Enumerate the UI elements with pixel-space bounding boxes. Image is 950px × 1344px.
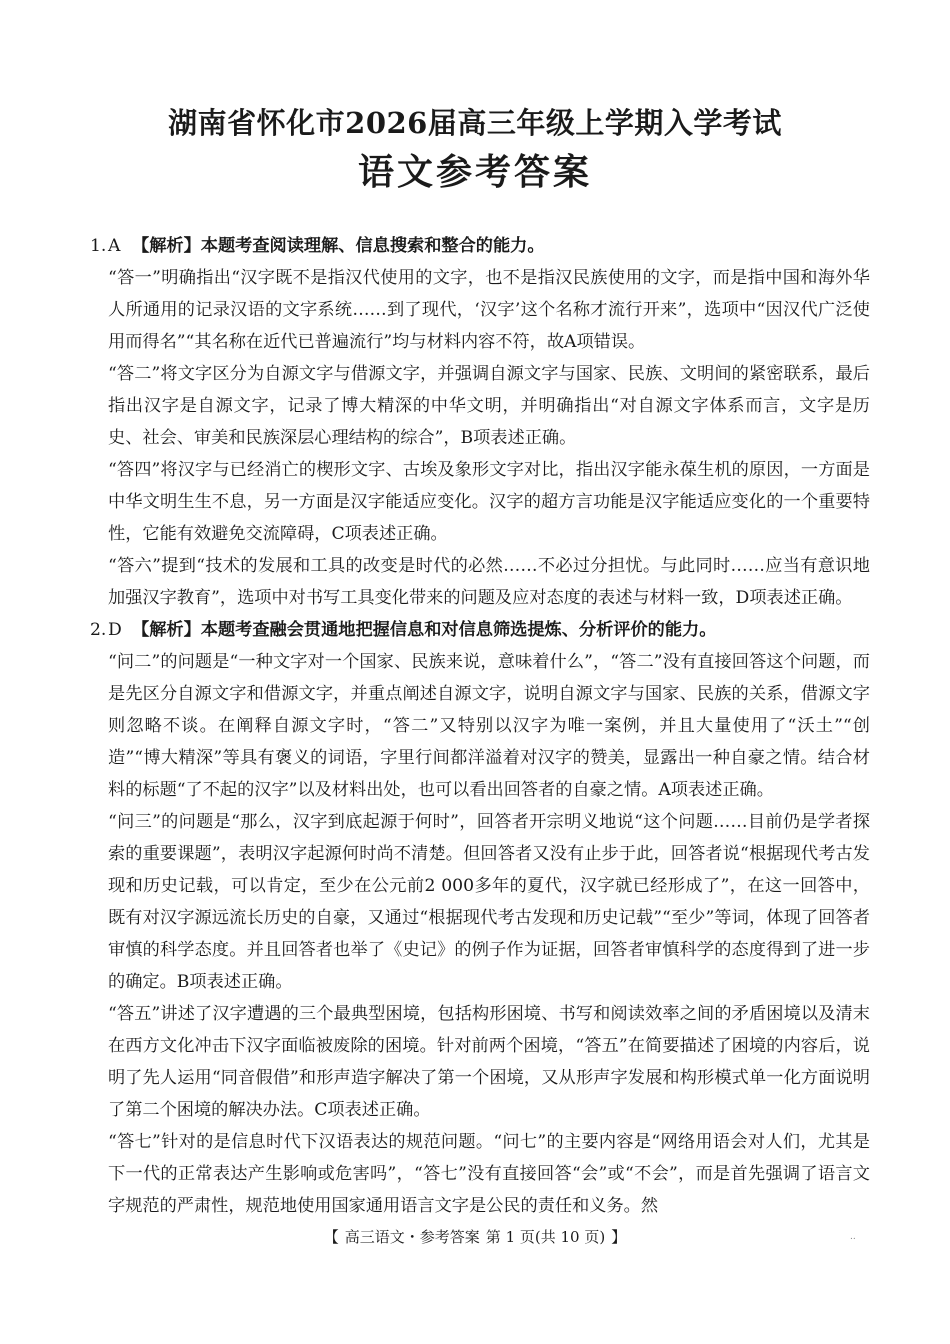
- analysis-paragraph: “答六”提到“技术的发展和工具的改变是时代的必然……不必过分担忧。与此同时……应当有意识地加强汉字教育”，选项中对书写工具变化带来的问题及应对态度的表述与材料一致，D项表述正确。: [108, 556, 870, 608]
- question-header: [90, 230, 870, 262]
- page-footer: [0, 1226, 950, 1248]
- question-answer: A: [108, 236, 121, 256]
- analysis-paragraph: “答七”针对的是信息时代下汉语表达的规范问题。“问七”的主要内容是“网络用语会对人们，尤其是下一代的正常表达产生影响或危害吗”，“答七”没有直接回答“会”或“不会”，而是首先强调了语言文字规范的严肃性，规范地使用国家通用语言文字是公民的责任和义务。然: [108, 1132, 870, 1216]
- analysis-paragraph: “问三”的问题是“那么，汉字到底起源于何时”，回答者开宗明义地说“这个问题……目前仍是学者探索的重要课题”，表明汉字起源何时尚不清楚。但回答者又没有止步于此，回答者说“根据现代考古发现和历史记载，可以肯定，至少在公元前2 000多年的夏代，汉字就已经形成了”，在这一回答中，既有对汉字源远流长历史的自豪，又通过“根据现代考古发现和历史记载”“至少”等词，体现了回答者审慎的科学态度。并且回答者也举了《史记》的例子作为证据，回答者审慎科学的态度得到了进一步的确定。B项表述正确。: [108, 812, 870, 992]
- analysis-paragraph: “答二”将文字区分为自源文字与借源文字，并强调自源文字与国家、民族、文明间的紧密联系，最后指出汉字是自源文字，记录了博大精深的中华文明，并明确指出“对自源文字体系而言，文字是历史、社会、审美和民族深层心理结构的综合”，B项表述正确。: [108, 364, 870, 448]
- analysis-paragraph: “问二”的问题是“一种文字对一个国家、民族来说，意味着什么”，“答二”没有直接回答这个问题，而是先区分自源文字和借源文字，并重点阐述自源文字，说明自源文字与国家、民族的关系，借源文字则忽略不谈。在阐释自源文字时，“答二”又特别以汉字为唯一案例，并且大量使用了“沃土”“创造”“博大精深”等具有褒义的词语，字里行间都洋溢着对汉字的赞美，显露出一种自豪之情。结合材料的标题“了不起的汉字”以及材料出处，也可以看出回答者的自豪之情。A项表述正确。: [108, 652, 870, 800]
- footer-bracket-open: 【: [323, 1228, 339, 1246]
- question-description: 本题考查阅读理解、信息搜索和整合的能力。: [200, 236, 545, 256]
- question-answer: D: [108, 620, 122, 640]
- footer-bracket-close: 】: [611, 1228, 627, 1246]
- question-header: [90, 614, 870, 646]
- analysis-paragraph: “答一”明确指出“汉字既不是指汉代使用的文字，也不是指汉民族使用的文字，而是指中国和海外华人所通用的记录汉语的文字系统……到了现代，‘汉字’这个名称才流行开来”，选项中“因汉代广泛使用而得名”“其名称在近代已普遍流行”均与材料内容不符，故A项错误。: [108, 268, 870, 352]
- analysis-tag: 【解析】: [132, 236, 201, 256]
- analysis-paragraph: “答四”将汉字与已经消亡的楔形文字、古埃及象形文字对比，指出汉字能永葆生机的原因，一方面是中华文明生生不息，另一方面是汉字能适应变化。汉字的超方言功能是汉字能适应变化的一个重要特性，它能有效避免交流障碍，C项表述正确。: [108, 460, 870, 544]
- analysis-tag: 【解析】: [132, 620, 201, 640]
- document-subtitle: 语文参考答案: [357, 151, 592, 193]
- corner-mark: ..: [850, 1232, 856, 1242]
- question-1: [90, 230, 870, 614]
- question-2: [90, 614, 870, 1222]
- question-description: 本题考查融会贯通地把握信息和对信息筛选提炼、分析评价的能力。: [200, 620, 717, 640]
- question-number: 1.: [90, 236, 107, 256]
- analysis-paragraph: “答五”讲述了汉字遭遇的三个最典型困境，包括构形困境、书写和阅读效率之间的矛盾困境以及清末在西方文化冲击下汉字面临被废除的困境。针对前两个困境，“答五”在简要描述了困境的内容后，说明了先人运用“同音假借”和形声造字解决了第一个困境，又从形声字发展和构形模式单一化方面说明了第二个困境的解决办法。C项表述正确。: [108, 1004, 870, 1120]
- exam-title: 湖南省怀化市2026届高三年级上学期入学考试: [168, 106, 782, 140]
- answer-content: [90, 230, 870, 1222]
- question-number: 2.: [90, 620, 107, 640]
- footer-label: 高三语文・参考答案: [344, 1228, 480, 1246]
- footer-page-number: 第 1 页(共 10 页): [485, 1228, 606, 1246]
